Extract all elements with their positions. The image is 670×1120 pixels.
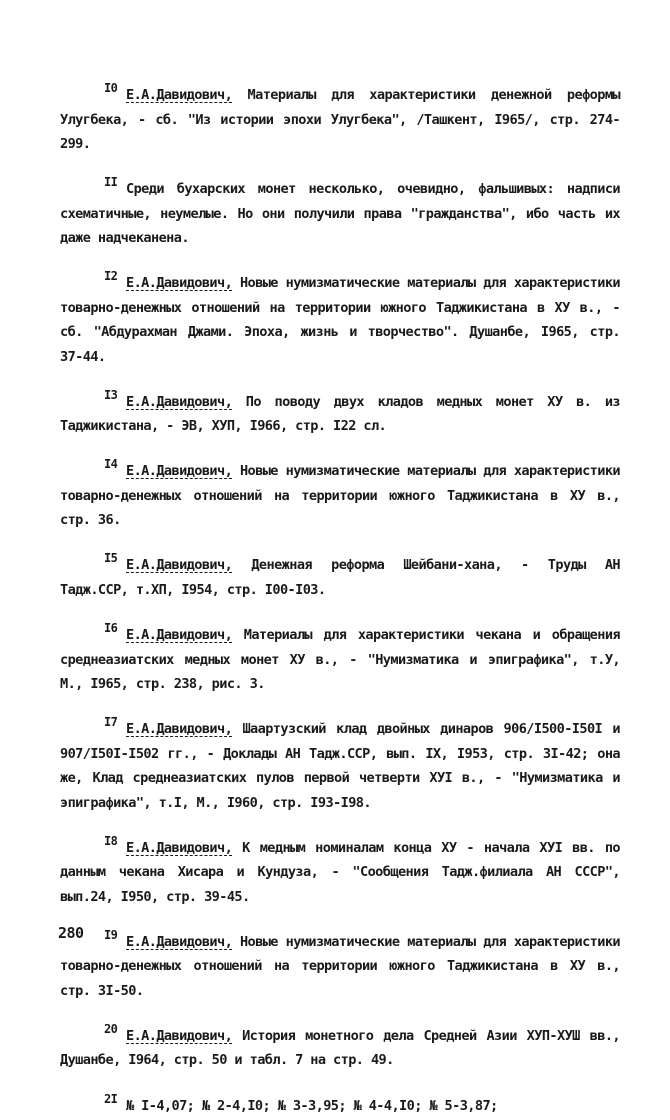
footnote — [60, 170, 620, 251]
footnote-number: I9 — [104, 927, 118, 942]
footnote — [60, 1017, 620, 1073]
footnote — [60, 546, 620, 602]
footnote-number: 2I — [104, 1091, 118, 1106]
footnote-text: Материалы для характеристики денежной реформы Улугбека, - сб. "Из истории эпохи Улугбека", /Ташкент, I965/, стр. 274-299. — [60, 87, 620, 152]
footnote-number: I3 — [104, 387, 118, 402]
footnote — [60, 76, 620, 157]
footnote-number: 20 — [104, 1021, 118, 1036]
footnote-text: История монетного дела Средней Азии ХУП-ХУШ вв., Душанбе, I964, стр. 50 и табл. 7 на стр. 49. — [60, 1027, 620, 1069]
footnote-text: По поводу двух кладов медных монет ХУ в. из Таджикистана, - ЭВ, ХУП, I966, стр. I22 сл. — [60, 393, 620, 435]
footnote — [60, 616, 620, 697]
footnote-text: Шаартузский клад двойных динаров 906/I500-I50I и 907/I50I-I502 гг., - Доклады АН Тадж.ССР, вып. IX, I953, стр. 3I-42; она же, Клад среднеазиатских пулов первой четверти ХУI в., - "Нумизматика и эпиграфика", т.I, М., I960, стр. I93-I98. — [60, 721, 620, 811]
footnote — [60, 383, 620, 439]
footnote-number: I8 — [104, 833, 118, 848]
footnote-number: I5 — [104, 551, 118, 566]
footnote — [60, 1087, 620, 1119]
footnote-author: Е.А.Давидович, — [126, 463, 233, 480]
footnote-text: Новые нумизматические материалы для характеристики товарно-денежных отношений на территории южного Таджикистана в ХУ в., стр. 3I-50. — [60, 933, 620, 999]
footnote-author: Е.А.Давидович, — [126, 839, 233, 856]
footnote-number: I7 — [104, 715, 118, 730]
footnote-author: Е.А.Давидович, — [126, 275, 233, 292]
footnote-number: I4 — [104, 457, 118, 472]
footnote-number: II — [104, 175, 118, 190]
footnote-number: I6 — [104, 621, 118, 636]
footnote-number: I0 — [104, 81, 118, 95]
footnote-author: Е.А.Давидович, — [126, 393, 233, 410]
footnote-text: № I-4,07; № 2-4,I0; № 3-3,95; № 4-4,I0; № 5-3,87; — [126, 1097, 498, 1114]
footnote-author: Е.А.Давидович, — [126, 1027, 233, 1044]
footnote-author: Е.А.Давидович, — [126, 557, 233, 574]
footnote — [60, 452, 620, 533]
footnote-text: Новые нумизматические материалы для характеристики товарно-денежных отношений на территории южного Таджикистана в ХУ в., стр. 36. — [60, 463, 620, 529]
footnote — [60, 829, 620, 910]
footnote-author: Е.А.Давидович, — [126, 627, 233, 644]
footnote-text: Денежная реформа Шейбани-хана, - Труды АН Тадж.ССР, т.ХП, I954, стр. I00-I03. — [60, 557, 620, 598]
footnote-text: Среди бухарских монет несколько, очевидно, фальшивых: надписи схематичные, неумелые. Но они получили права "гражданства", ибо часть их даже надчеканена. — [60, 181, 620, 247]
footnote — [60, 710, 620, 815]
footnote-text: Новые нумизматические материалы для характеристики товарно-денежных отношений на территории южного Таджикистана в ХУ в., - сб. "Абдурахман Джами. Эпоха, жизнь и творчество". Душанбе, I965, стр. 37-44. — [60, 275, 620, 365]
footnote-text: Материалы для характеристики чекана и обращения среднеазиатских медных монет ХУ в., - "Нумизматика и эпиграфика", т.У, М., I965, стр. 238, рис. 3. — [60, 627, 620, 693]
footnote-author: Е.А.Давидович, — [126, 933, 233, 950]
footnote — [60, 264, 620, 369]
footnotes-list — [60, 76, 620, 1120]
page-number: 280 — [58, 924, 84, 942]
footnote-author: Е.А.Давидович, — [126, 87, 233, 103]
footnote-author: Е.А.Давидович, — [126, 721, 233, 738]
footnote — [60, 923, 620, 1004]
footnote-text: К медным номиналам конца ХУ - начала ХУI вв. по данным чекана Хисара и Кундуза, - "Сообщения Тадж.филиала АН СССР", вып.24, I950, стр. 39-45. — [60, 839, 620, 905]
footnote-number: I2 — [104, 269, 118, 284]
